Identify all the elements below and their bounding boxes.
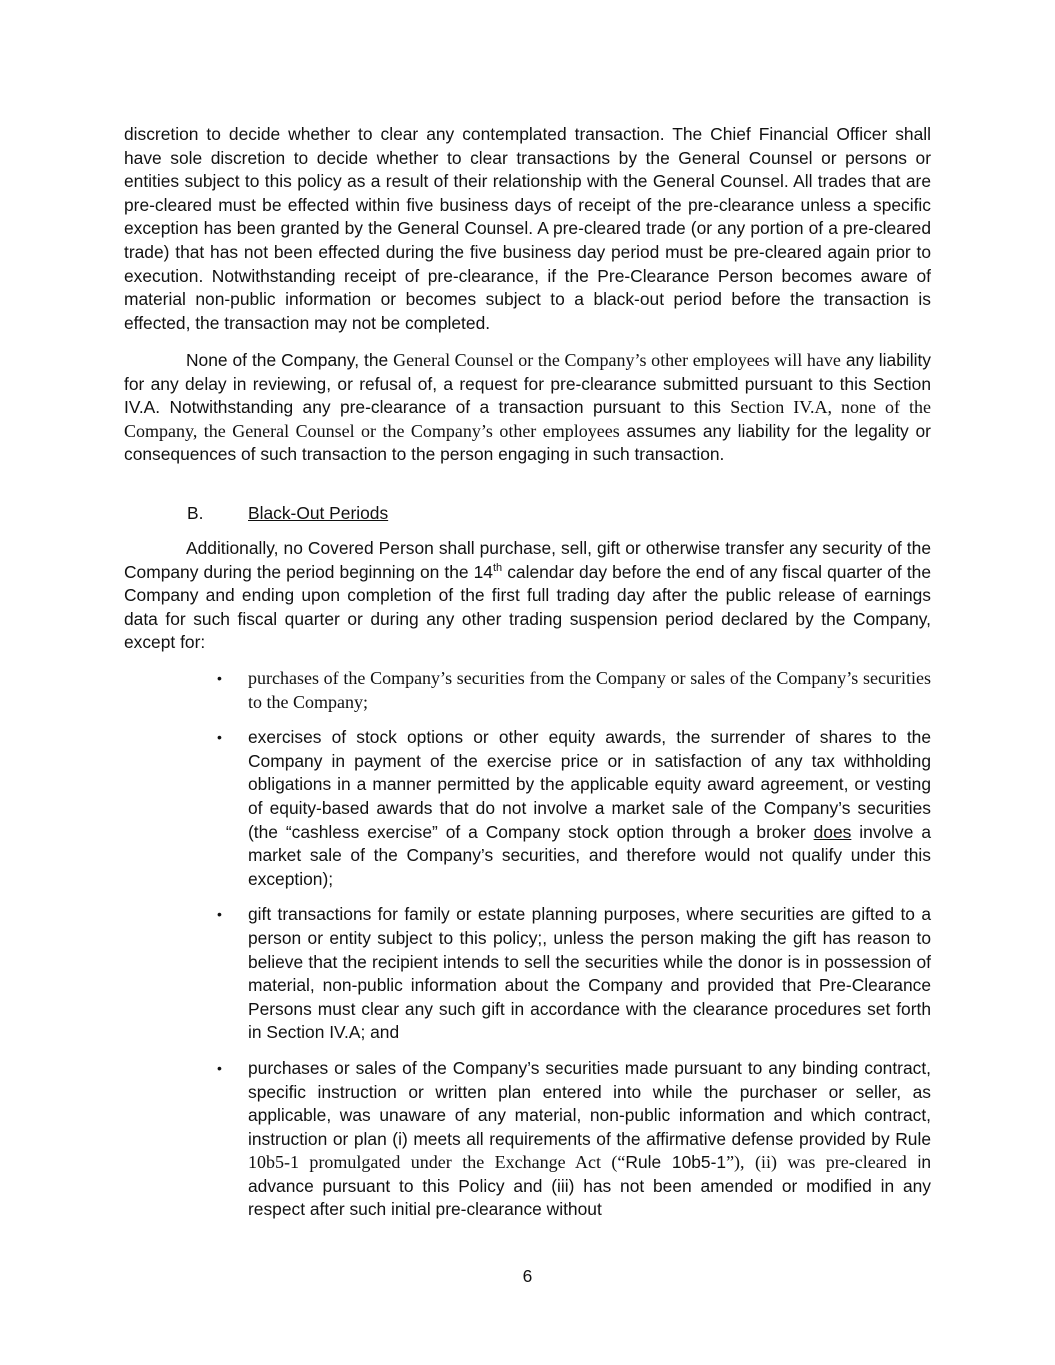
- text-run: Additionally, no Covered Person shall purchase, sell, gift or otherwise transfer any security of the Company during the period beginning on the 14: [124, 538, 931, 582]
- bullet-icon: •: [217, 729, 222, 746]
- list-item: [217, 903, 931, 1045]
- list-item: [217, 726, 932, 891]
- superscript: th: [492, 561, 503, 574]
- bullet-icon: •: [217, 1059, 222, 1076]
- section-letter: B.: [187, 503, 204, 523]
- exceptions-list: [217, 667, 932, 1234]
- text-run-serif: General Counsel or the Company’s other employees will have: [393, 350, 841, 370]
- list-item-text: purchases or sales of the Company’s securities made pursuant to any binding contract, specific instruction or written plan entered into while the purchaser or seller, as applicable, was unaware of any material, non-public information and which contract, instruction or plan (i) meets all requirements of the affirmative defense provided by Rule: [248, 1057, 931, 1149]
- text-run: None of the Company, the: [186, 350, 394, 370]
- list-item-text: involve a market sale of the Company’s securities, and therefore would not qualify under this exception);: [248, 821, 932, 889]
- text-run-serif: Section IV.A, none of the Company, the General Counsel or the Company’s other employees: [124, 397, 932, 441]
- paragraph-text: discretion to decide whether to clear any contemplated transaction. The Chief Financial Officer shall have sole discretion to decide whether to clear transactions by the General Counsel or persons or entities subject to this policy as a result of their relationship with the General Counsel. All trades that are pre-cleared must be effected within five business days of receipt of the pre-clearance unless a specific exception has been granted by the General Counsel. A pre-cleared trade (or any portion of a pre-cleared trade) that has not been effected during the five business day period must be pre-cleared again prior to execution. Notwithstanding receipt of pre-clearance, if the Pre-Clearance Person becomes aware of material non-public information or becomes subject to a black-out period before the transaction is effected, the transaction may not be completed.: [124, 124, 931, 333]
- bullet-icon: •: [217, 670, 222, 686]
- paragraph-blackout-period: [124, 537, 931, 655]
- list-item-text: exercises of stock options or other equity awards, the surrender of shares to the Company in payment of the exercise price or in satisfaction of any tax withholding obligations in a manner permitted by the applicable equity award agreement, or vesting of equity-based awards that do not involve a market sale of the Company’s securities (the “cashless exercise” of a Company stock option through a broker: [248, 727, 931, 842]
- bullet-icon: •: [217, 906, 222, 923]
- list-item-text: in advance pursuant to this Policy and (iii) has not been amended or modified in any respect after such initial pre-clearance without: [248, 1152, 932, 1220]
- paragraph-preclearance-discretion: [124, 123, 931, 335]
- section-title: Black-Out Periods: [248, 503, 389, 523]
- text-run: any liability for any delay in reviewing, or refusal of, a request for pre-clearance submitted pursuant to this Section IV.A. Notwithstanding any pre-clearance of a transaction pursuant to this: [124, 350, 931, 418]
- list-item-text: Rule 10b5-1: [625, 1152, 727, 1173]
- underlined-text: does: [813, 821, 852, 842]
- text-run: assumes any liability for the legality or consequences of such transaction to the person engaging in such transaction.: [124, 420, 931, 465]
- list-item-text: purchases of the Company’s securities from the Company or sales of the Company’s securities to the Company;: [248, 668, 931, 712]
- page-number: 6: [522, 1266, 533, 1286]
- paragraph-text: [124, 349, 931, 467]
- list-item: [217, 1057, 932, 1222]
- section-heading-blackout: [187, 502, 388, 526]
- list-item: [217, 667, 931, 714]
- list-item-text-serif: 10b5-1 promulgated under the Exchange Act (“: [248, 1152, 626, 1173]
- paragraph-text: [124, 537, 931, 655]
- list-item-text-serif: ”), (ii) was pre-cleared: [726, 1152, 907, 1173]
- text-run: calendar day before the end of any fiscal quarter of the Company and ending upon completion of the first full trading day after the public release of earnings data for such fiscal quarter or during any other trading suspension period declared by the Company, except for:: [124, 561, 931, 653]
- list-item-text: gift transactions for family or estate planning purposes, where securities are gifted to a person or entity subject to this policy;, unless the person making the gift has reason to believe that the recipient intends to sell the securities while the donor is in possession of material, non-public information about the Company and provided that Pre-Clearance Persons must clear any such gift in accordance with the clearance procedures set forth in Section IV.A; and: [248, 904, 931, 1043]
- paragraph-liability: [124, 349, 931, 467]
